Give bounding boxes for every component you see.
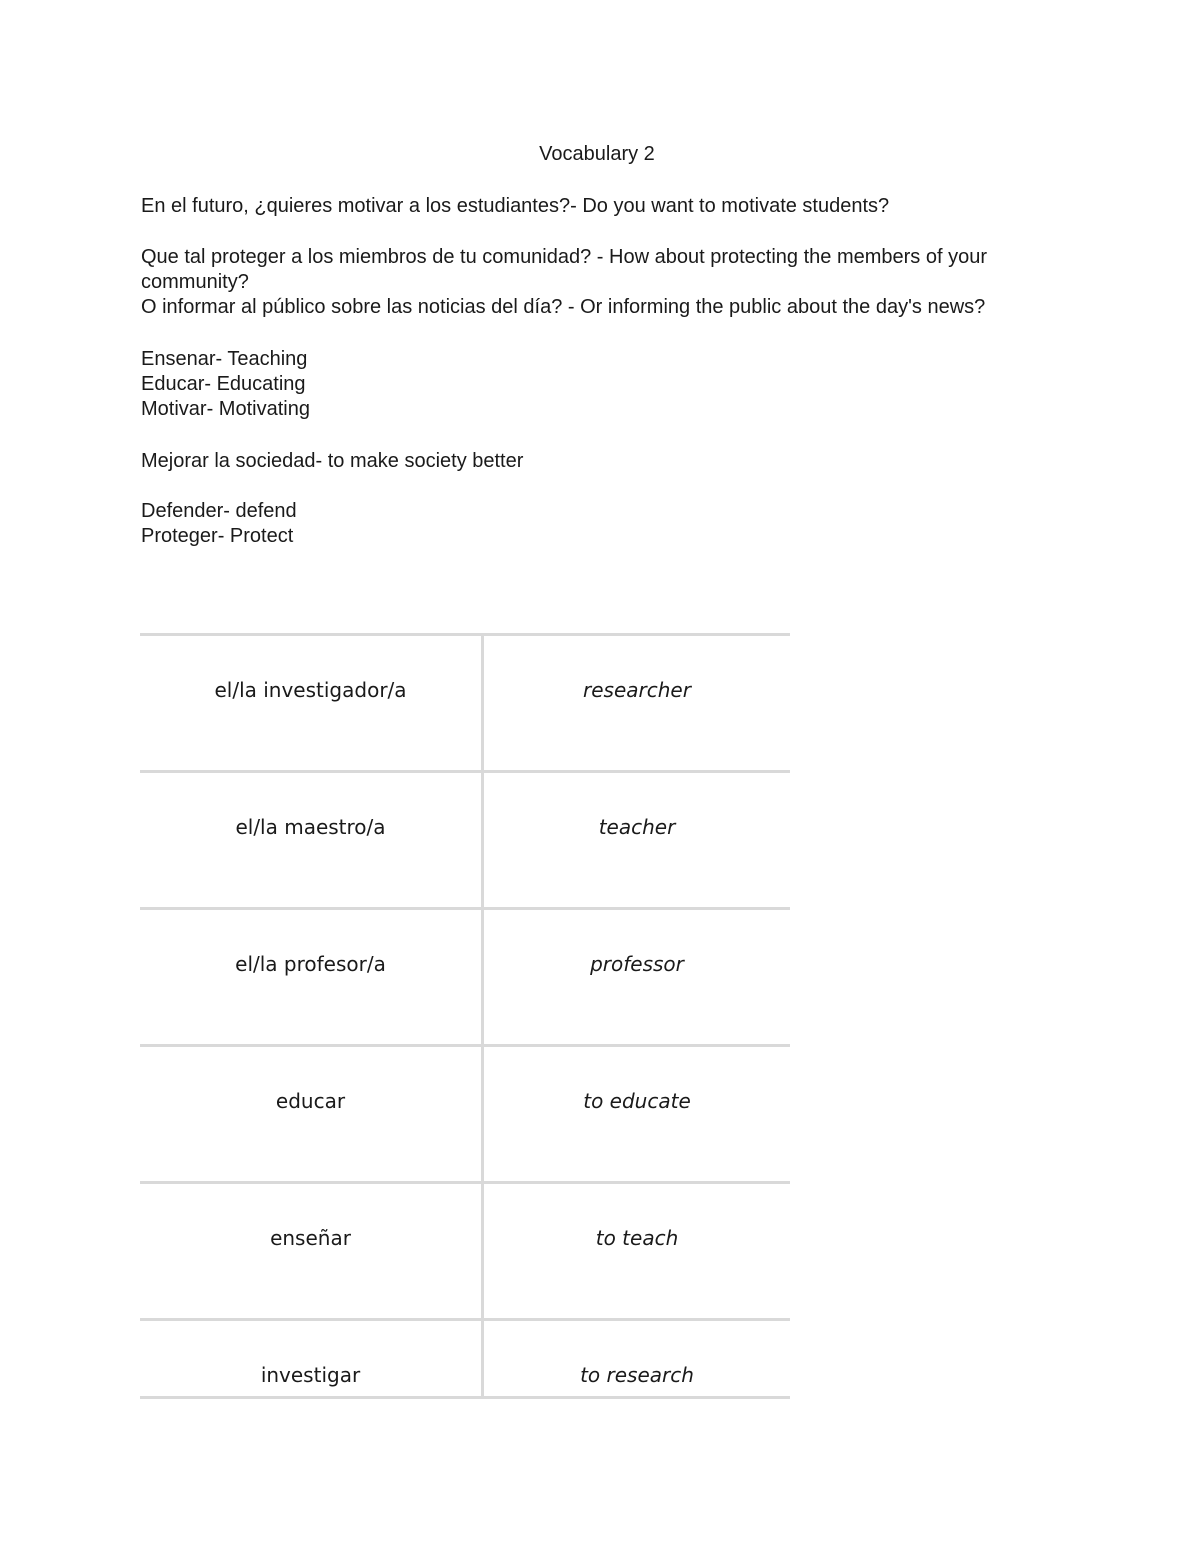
spanish-term: el/la profesor/a (235, 952, 386, 976)
spanish-cell (140, 909, 483, 1046)
intro-question: En el futuro, ¿quieres motivar a los estudiantes?- Do you want to motivate students? (141, 195, 890, 217)
english-term: researcher (583, 678, 691, 702)
public-news-line: O informar al público sobre las noticias del día? - Or informing the public about the day's news? (141, 296, 986, 318)
table-row (140, 1320, 790, 1398)
spanish-term: educar (275, 1089, 346, 1113)
verb-item: Motivar- Motivating (141, 398, 310, 420)
table-row (140, 1046, 790, 1183)
english-cell (483, 635, 791, 772)
english-term: professor (590, 952, 684, 976)
spanish-term: el/la maestro/a (235, 815, 386, 839)
english-term: to teach (595, 1226, 679, 1250)
english-term: to educate (583, 1089, 691, 1113)
defend-list (141, 499, 1076, 549)
english-cell (483, 1183, 791, 1320)
defend-item: Defender- defend (141, 500, 297, 522)
english-cell (483, 1046, 791, 1183)
spanish-cell (140, 1183, 483, 1320)
spanish-term: enseñar (270, 1226, 351, 1250)
table-row (140, 772, 790, 909)
spanish-cell (140, 1046, 483, 1183)
spanish-cell (140, 1320, 483, 1398)
spanish-term: el/la investigador/a (214, 678, 407, 702)
verb-list (141, 347, 1076, 422)
community-paragraph (141, 245, 1076, 320)
defend-item: Proteger- Protect (141, 525, 294, 547)
table-row (140, 635, 790, 772)
verb-item: Educar- Educating (141, 373, 306, 395)
page-title: Vocabulary 2 (539, 143, 655, 165)
english-term: teacher (598, 815, 676, 839)
table-row (140, 909, 790, 1046)
english-term: to research (580, 1363, 694, 1387)
community-line-1: Que tal proteger a los miembros de tu comunidad? - How about protecting the members of your (141, 246, 987, 268)
spanish-cell (140, 772, 483, 909)
table-row (140, 1183, 790, 1320)
verb-item: Ensenar- Teaching (141, 348, 308, 370)
spanish-cell (140, 635, 483, 772)
english-cell (483, 772, 791, 909)
vocabulary-table (140, 633, 790, 1399)
english-cell (483, 1320, 791, 1398)
spanish-term: investigar (260, 1363, 361, 1387)
community-line-2: community? (141, 271, 249, 293)
english-cell (483, 909, 791, 1046)
society-line: Mejorar la sociedad- to make society better (141, 450, 524, 472)
